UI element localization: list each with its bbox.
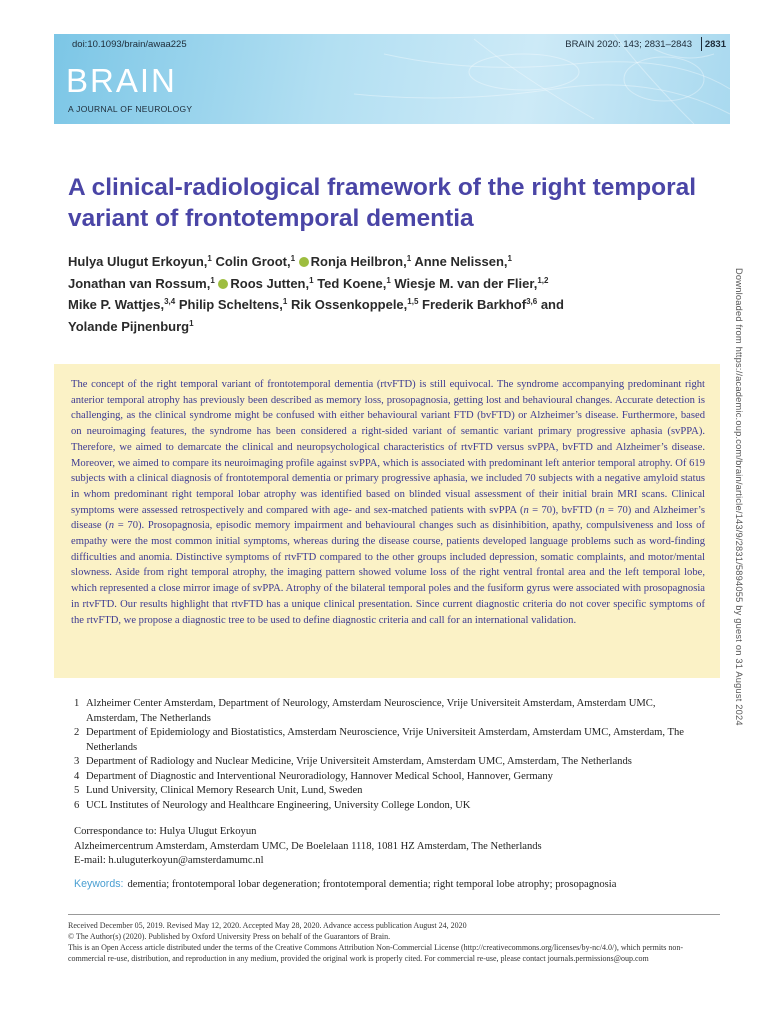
keywords-text: dementia; frontotemporal lobar degeneration; frontotemporal dementia; right temporal lobe atrophy; prosopagnosia [127, 879, 617, 890]
author-affiliation: 1,2 [537, 275, 549, 285]
author-affiliation: 3,6 [526, 297, 538, 306]
author-affiliation: 1,5 [407, 297, 419, 306]
author-name: Mike P. Wattjes, [68, 297, 165, 312]
correspondence-name: Correspondance to: Hulya Ulugut Erkoyun [74, 826, 257, 837]
author-name: Rik Ossenkoppele, [290, 297, 408, 312]
author-name: Philip Scheltens, [178, 297, 283, 312]
abstract-italic: n [599, 504, 605, 516]
abstract-box [54, 364, 720, 678]
author-name: Yolande Pijnenburg [68, 318, 190, 334]
affiliation-text: Alzheimer Center Amsterdam, Department of Neurology, Amsterdam Neuroscience, Vrije Universiteit Amsterdam, Amsterdam UMC, Amsterdam, The Netherlands [86, 698, 656, 724]
author-affiliation: 1 [406, 254, 412, 263]
author-affiliation: 3,4 [164, 297, 176, 306]
download-notice-text: Downloaded from https://academic.oup.com/brain/article/143/9/2831/5894055 by guest on 31 August 2024 [734, 268, 744, 726]
download-notice [734, 268, 751, 784]
affiliation-text: Department of Diagnostic and Interventional Neuroradiology, Hannover Medical School, Hannover, Germany [86, 770, 553, 782]
footer-divider [68, 914, 720, 915]
article-title: A clinical-radiological framework of the right temporal variant of frontotemporal dementia [68, 174, 697, 232]
publication-footer [68, 920, 720, 964]
journal-citation: BRAIN 2020: 143; 2831–2843 [565, 39, 692, 50]
correspondence-address: Alzheimercentrum Amsterdam, Amsterdam UMC, De Boelelaan 1118, 1081 HZ Amsterdam, The Netherlands [74, 840, 542, 852]
abstract-segment: The concept of the right temporal variant of frontotemporal dementia (rtvFTD) is still equivocal. The syndrome accompanying predominant right anterior temporal atrophy has previously been described as memory loss, prosopagnosia, getting lost and behavioural changes. Accurate detection is challenging, as the clinical syndrome might be confused with either behavioural variant FTD (bvFTD) or Alzheimer’s disease. Furthermore, based on neuroimaging features, the syndrome has been considered a right-sided variant of semantic variant primary progressive aphasia (svPPA). Therefore, we aimed to demarcate the clinical and neuropsychological characteristics of rtvFTD versus svPPA, bvFTD and Alzheimer’s disease. Moreover, we aimed to compare its neuroimaging profile against svPPA, which is associated with predominant left anterior temporal atrophy. Of 619 subjects with a clinical diagnosis of frontotemporal dementia or primary progressive aphasia, we included 70 subjects with a negative amyloid status in whom predominant right temporal lobar atrophy was identified based on blinded visual assessment of their initial brain MRI scans. Clinical symptoms were assessed retrospectively and compared with age- and sex-matched patients with svPPA ( [71, 379, 705, 516]
author-name: Colin Groot, [215, 254, 291, 269]
author-name: Jonathan van Rossum, [68, 275, 211, 291]
author-affiliation: 1 [290, 254, 296, 263]
author-affiliation: 1 [309, 275, 314, 285]
author-affiliation: 1 [210, 275, 215, 285]
author-affiliation: 1 [282, 297, 288, 306]
affiliation [74, 784, 704, 799]
copyright-notice: © The Author(s) (2020). Published by Oxford University Press on behalf of the Guarantors of Brain. [68, 932, 391, 941]
affiliation-text: Department of Radiology and Nuclear Medicine, Vrije Universiteit Amsterdam, Amsterdam UMC, Amsterdam, The Netherlands [86, 756, 632, 767]
journal-logo: BRAIN [66, 62, 177, 99]
correspondence [74, 825, 704, 869]
affiliation [74, 755, 704, 770]
author-name: Wiesje M. van der Flier, [394, 275, 538, 291]
author-name: Anne Nelissen, [414, 254, 508, 269]
affiliation-list [74, 697, 704, 813]
affiliation-number: 3 [74, 756, 80, 767]
author-affiliation: 1 [207, 254, 212, 263]
author-conjunction: and [540, 297, 564, 312]
affiliation-text: UCL Institutes of Neurology and Healthcare Engineering, University College London, UK [86, 799, 471, 811]
abstract-segment: = 70) and Alzheimer’s disease ( [71, 504, 705, 532]
affiliation-number: 1 [74, 698, 80, 709]
page-number: 2831 [704, 39, 726, 50]
license-notice: This is an Open Access article distributed under the terms of the Creative Commons Attribution Non-Commercial License (http://creativecommons.org/licenses/by-nc/4.0/), which permits non-commercial re-use, distribution, and reproduction in any medium, provided the original work is properly cited. For commercial re-use, please contact journals.permissions@oup.com [68, 943, 684, 963]
abstract-text [71, 377, 705, 628]
correspondence-email[interactable]: E-mail: h.uluguterkoyun@amsterdamumc.nl [74, 855, 264, 866]
author-list [68, 250, 688, 336]
keywords [74, 878, 714, 890]
abstract-italic: n [108, 520, 115, 532]
author-name: Roos Jutten, [230, 275, 310, 291]
affiliation-number: 4 [74, 770, 80, 782]
affiliation-number: 5 [74, 785, 80, 796]
doi: doi:10.1093/brain/awaa225 [72, 39, 187, 50]
journal-banner [54, 34, 730, 124]
author-name: Frederik Barkhof [422, 297, 527, 312]
affiliation [74, 697, 704, 726]
affiliation [74, 770, 704, 785]
affiliation-text: Lund University, Clinical Memory Research Unit, Lund, Sweden [86, 785, 363, 796]
author-affiliation: 1 [386, 275, 391, 285]
affiliation-number: 2 [74, 727, 80, 738]
affiliation [74, 799, 704, 814]
abstract-segment: = 70). Prosopagnosia, episodic memory impairment and behavioural changes such as disinhibition, apathy, compulsiveness and loss of empathy were the most common initial symptoms, whereas during the disease course, patients developed language problems such as word-finding difficulties and anomia. Distinctive symptoms of rtvFTD compared to the other groups included depression, somatic complaints, and motor/mental slowness. Aside from right temporal atrophy, the imaging pattern showed volume loss of the right ventral frontal area and the left temporal lobe, which represented a close mirror image of svPPA. Atrophy of the bilateral temporal poles and the fusiform gyrus were associated with prosopagnosia in rtvFTD. Our results highlight that rtvFTD has a unique clinical presentation. Since current diagnostic criteria do not cover specific symptoms of the rtvFTD, we propose a diagnostic tree to be used to define diagnostic criteria and call for an international validation. [71, 520, 705, 626]
affiliation-text: Department of Epidemiology and Biostatistics, Amsterdam Neuroscience, Vrije Universiteit Amsterdam, Amsterdam UMC, Amsterdam, The Netherlands [86, 727, 684, 753]
header-divider [701, 37, 702, 51]
author-name: Ted Koene, [317, 275, 387, 291]
abstract-italic: n [523, 504, 529, 516]
author-name: Ronja Heilbron, [310, 254, 407, 269]
keywords-label: Keywords: [74, 878, 124, 890]
abstract-segment: = 70), bvFTD ( [528, 504, 600, 516]
author-name: Hulya Ulugut Erkoyun, [68, 254, 208, 269]
orcid-icon[interactable] [218, 279, 228, 289]
author-affiliation: 1 [189, 318, 194, 328]
orcid-icon[interactable] [299, 257, 309, 267]
publication-dates: Received December 05, 2019. Revised May 12, 2020. Accepted May 28, 2020. Advance access publication August 24, 2020 [68, 921, 467, 930]
author-affiliation: 1 [507, 254, 512, 263]
affiliation [74, 726, 704, 755]
affiliation-number: 6 [74, 799, 80, 811]
journal-subtitle: A JOURNAL OF NEUROLOGY [68, 104, 193, 114]
